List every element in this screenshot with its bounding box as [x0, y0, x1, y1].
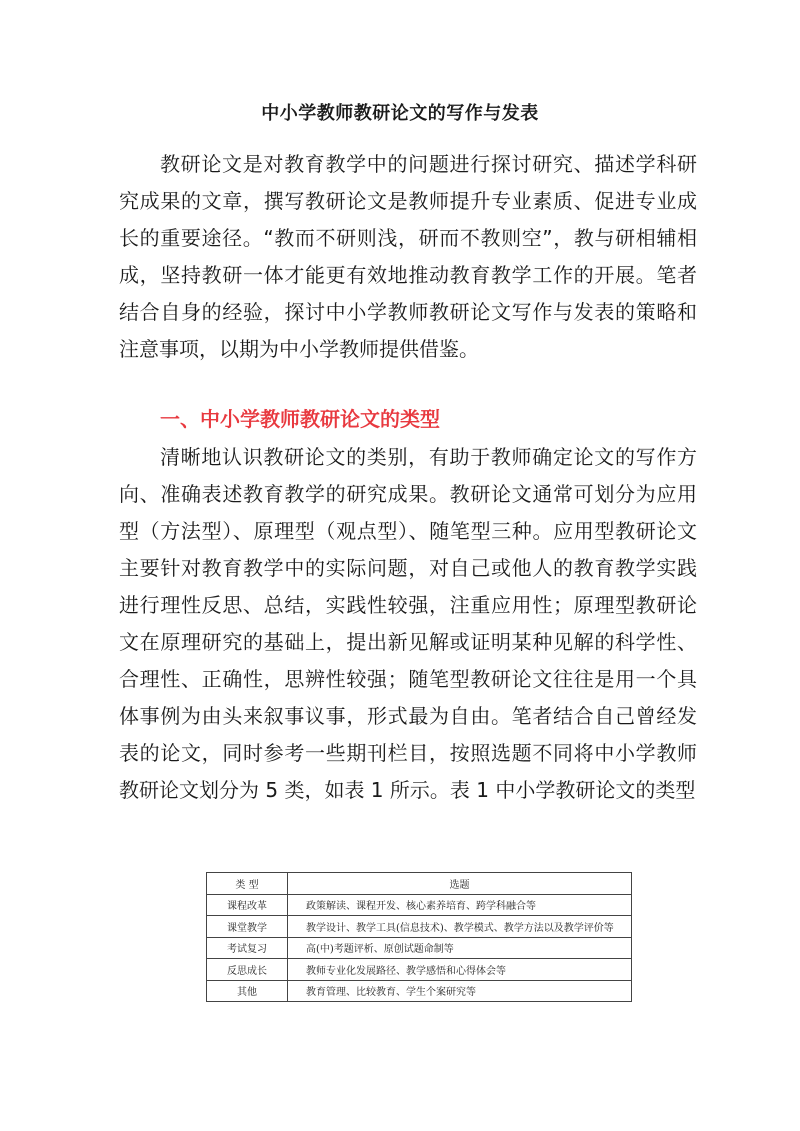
types-paragraph: 清晰地认识教研论文的类别，有助于教师确定论文的写作方向、准确表述教育教学的研究成果。教研论文通常可划分为应用型（方法型）、原理型（观点型）、随笔型三种。应用型教研论文主要针对教育教学中的实际问题，对自己或他人的教育教学实践进行理性反思、总结，实践性较强，注重应用性；原理型教研论文在原理研究的基础上，提出新见解或证明某种见解的科学性、合理性、正确性，思辨性较强；随笔型教研论文往往是用一个具体事例为由头来叙事议事，形式最为自由。笔者结合自己曾经发表的论文，同时参考一些期刊栏目，按照选题不同将中小学教师教研论文划分为 5 类，如表 1 所示。表 1 中小学教研论文的类型 — [119, 445, 697, 802]
table-cell-type: 其他 — [207, 980, 288, 1002]
section-heading: 一、中小学教师教研论文的类型 — [160, 407, 440, 431]
table-header-type: 类 型 — [207, 873, 288, 895]
table-header-topic: 选题 — [288, 873, 632, 895]
table-cell-type: 反思成长 — [207, 959, 288, 981]
table-row — [207, 959, 632, 981]
table-cell-topic: 教学设计、教学工具(信息技术)、教学模式、教学方法以及教学评价等 — [288, 916, 632, 938]
table-cell-topic: 政策解读、课程开发、核心素养培育、跨学科融合等 — [288, 894, 632, 916]
table-row — [207, 937, 632, 959]
table-header-row — [207, 873, 632, 895]
table-row — [207, 916, 632, 938]
table-cell-topic: 高(中)考题评析、原创试题命制等 — [288, 937, 632, 959]
table-row — [207, 980, 632, 1002]
intro-paragraph: 教研论文是对教育教学中的问题进行探讨研究、描述学科研究成果的文章，撰写教研论文是教师提升专业素质、促进专业成长的重要途径。“教而不研则浅，研而不教则空”，教与研相辅相成，坚持教研一体才能更有效地推动教育教学工作的开展。笔者结合自身的经验，探讨中小学教师教研论文写作与发表的策略和注意事项，以期为中小学教师提供借鉴。 — [119, 152, 697, 361]
table-cell-type: 课程改革 — [207, 894, 288, 916]
table-row — [207, 894, 632, 916]
table-cell-type: 考试复习 — [207, 937, 288, 959]
paper-types-table — [206, 872, 632, 1002]
table-cell-topic: 教育管理、比较教育、学生个案研究等 — [288, 980, 632, 1002]
table-cell-topic: 教师专业化发展路径、教学感悟和心得体会等 — [288, 959, 632, 981]
document-title: 中小学教师教研论文的写作与发表 — [261, 103, 539, 124]
table-cell-type: 课堂教学 — [207, 916, 288, 938]
